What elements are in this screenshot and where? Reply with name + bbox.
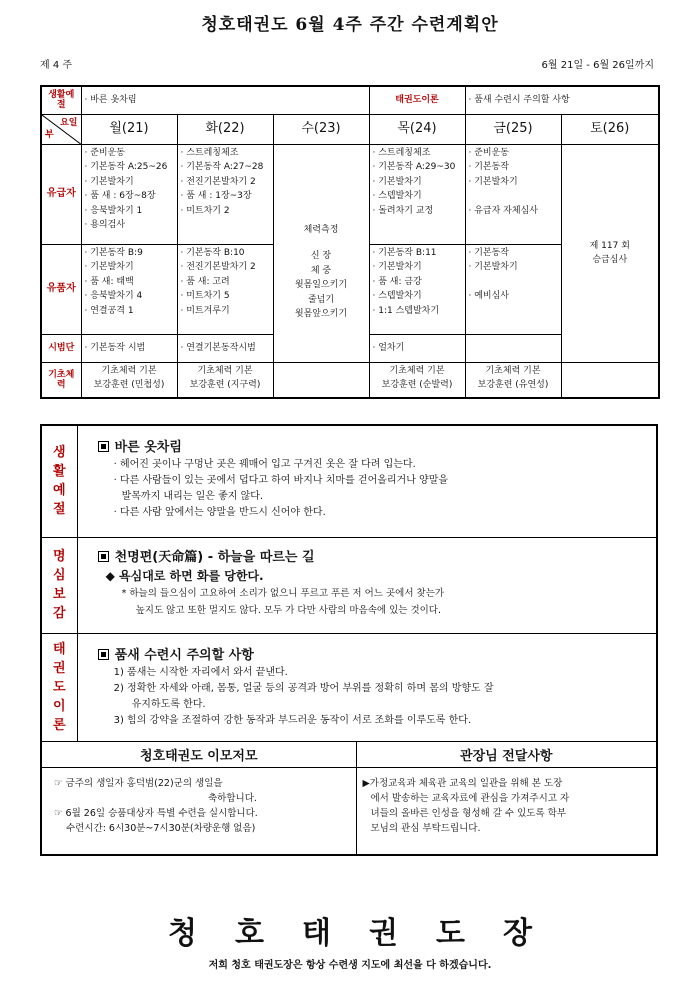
plan-item: 제 117 회 [589, 240, 630, 251]
section-label-etiquette: 생활예절 [41, 425, 77, 537]
plan-item: · 기본발차기 [84, 176, 134, 187]
checkbox-icon [98, 551, 109, 562]
plan-item: · 전진기본발차기 2 [180, 262, 256, 272]
plan-item: · 기본발차기 [84, 262, 134, 272]
notice-line: 에서 발송하는 교육자료에 관심을 가져주시고 자 [370, 792, 570, 804]
checkbox-icon [98, 441, 109, 452]
plan-item: · 품 새 : 1장~3장 [180, 191, 252, 201]
demo-thu [369, 334, 465, 362]
day-header: 월(21) [81, 114, 177, 144]
demo-mon [81, 334, 177, 362]
plan-item: 윗몸앞으키기 [294, 309, 348, 319]
plan-item: · 전진기본발차기 2 [180, 176, 256, 187]
week-number: 제 4 주 [40, 60, 73, 71]
news-line: 수련시간: 6시30분~7시30분(차량운행 없음) [66, 822, 256, 834]
plan-item: 보강훈련 (민첩성) [93, 380, 165, 390]
tkd-theory-item: 유지하도록 한다. [131, 698, 206, 710]
plan-item: 신 장 [310, 251, 332, 261]
dojang-name: 청호태권도장 [168, 916, 570, 951]
plan-item: · 기본동작 A:25~26 [84, 162, 168, 172]
tkd-theory-section [77, 633, 657, 741]
plan-item: · 기본동작 시범 [84, 342, 146, 353]
plan-item: · 기본동작 B:11 [372, 247, 437, 258]
row-label-demo-team: 시범단 [41, 334, 81, 362]
plan-item: 줄넘기 [307, 294, 335, 305]
dojang-news [41, 767, 356, 855]
plan-item: · 기본동작 A:27~28 [180, 162, 264, 172]
tkd-topic: · 품새 수련시 주의할 사항 [465, 86, 659, 114]
notice-line: 모님의 관심 부탁드립니다. [370, 822, 481, 834]
plan-item: · 연결기본동작시범 [180, 342, 256, 353]
plan-item [469, 189, 558, 204]
tkd-theory-item: 1) 품새는 시작한 자리에서 와서 끝낸다. [113, 666, 288, 678]
beginner-mon [81, 144, 177, 244]
etiquette-section [77, 425, 657, 537]
life-label: 생활예절 [41, 86, 81, 114]
tkd-theory-heading: 품새 수련시 주의할 사항 [98, 644, 650, 663]
plan-item: 윗몸일으키기 [294, 280, 348, 290]
news-line: ☞ 6월 26일 승품대상자 특별 수련을 실시합니다. [54, 807, 258, 819]
beginner-tue [177, 144, 273, 244]
etiquette-line: 발목까지 내리는 일은 좋지 않다. [121, 491, 264, 502]
plan-item: · 스텝발차기 [372, 191, 422, 201]
weekly-plan-table [40, 85, 660, 399]
myeongsimbogam-heading: 천명편(天命篇) - 하늘을 따르는 길 [98, 546, 650, 565]
plan-item: · 기본발차기 [468, 262, 518, 272]
info-table [40, 424, 658, 856]
fitness-wed-empty [273, 362, 369, 398]
beginner-fri [465, 144, 561, 244]
dojang-slogan: 저희 청호 태권도장은 항상 수련생 지도에 최선을 다 하겠습니다. [208, 960, 492, 971]
plan-item: · 스텝발차기 [372, 291, 422, 301]
plan-item: · 유급자 자체심사 [468, 205, 538, 216]
plan-item: · 품 새 : 6장~8장 [84, 191, 156, 201]
plan-item: 보강훈련 (순발력) [381, 380, 453, 390]
day-header: 금(25) [465, 114, 561, 144]
etiquette-heading: 바른 옷차림 [98, 436, 650, 455]
plan-item: · 돌려차기 교정 [372, 205, 434, 216]
plan-item: · 기본발차기 [372, 176, 422, 187]
notice-line: 녀들의 올바른 인성을 형성해 갈 수 있도록 학부 [370, 807, 567, 819]
plan-item: · 기본발차기 [468, 176, 518, 187]
plan-item: · 기본동작 B:10 [180, 247, 245, 258]
fitness-sat-empty [561, 362, 659, 398]
plan-item: · 기본발차기 [372, 262, 422, 272]
plan-item: · 미트겨루기 [180, 305, 230, 316]
section-label-tkd-theory: 태권도이론 [41, 633, 77, 741]
day-header: 수(23) [273, 114, 369, 144]
row-label-beginner: 유급자 [41, 144, 81, 244]
demo-fri [465, 334, 561, 362]
notice-line: ▶가정교육과 체육관 교육의 일관을 위해 본 도장 [362, 777, 563, 789]
day-header: 토(26) [561, 114, 659, 144]
plan-item: · 스트레칭체조 [372, 147, 431, 158]
plan-item: · 예비심사 [468, 291, 509, 301]
plan-item: 보강훈련 (지구력) [189, 380, 261, 390]
section-label-myeongsimbogam: 명심보감 [41, 537, 77, 633]
news-line: ☞ 금주의 생일자 홍덕범(22)군의 생일을 [54, 777, 223, 789]
myeongsimbogam-note: * 하늘의 들으심이 고요하여 소리가 없으니 푸르고 푸른 저 어느 곳에서 찾는가 [121, 587, 445, 599]
checkbox-icon [98, 649, 109, 660]
plan-item: · 기본동작 [468, 162, 509, 172]
day-header: 목(24) [369, 114, 465, 144]
plan-item: · 품 새: 태백 [84, 276, 134, 287]
plan-item: · 기본동작 [468, 247, 509, 258]
plan-item: · 연결공격 1 [84, 305, 134, 316]
plan-item: · 준비운동 [468, 147, 509, 158]
etiquette-line: · 다른 사람 앞에서는 양말을 반드시 신어야 한다. [113, 507, 326, 518]
plan-item: 기초체력 기본 [389, 365, 445, 376]
myeongsimbogam-note: 높지도 않고 또한 멀지도 않다. 모두 가 다만 사람의 마음속에 있는 것이다. [135, 604, 442, 616]
plan-item: 기초체력 기본 [197, 365, 253, 376]
plan-item: · 용의검사 [84, 220, 125, 230]
corner-cell [41, 114, 81, 144]
date-period: 6월 21일 - 6월 26일까지 [541, 60, 654, 71]
news-right-title: 관장님 전달사항 [356, 741, 657, 767]
plan-item: · 스트레칭체조 [180, 147, 239, 158]
tkd-theory-item: 2) 정확한 자세와 아래, 몸통, 얼굴 등의 공격과 방어 부위를 정확히 하며 몸의 방향도 잘 [113, 682, 494, 694]
etiquette-line: · 다른 사람들이 있는 곳에서 덥다고 하여 바지나 치마를 걷어올리거나 양말을 [113, 475, 449, 486]
document-title: 청호태권도 6월 4주 주간 수련계획안 [201, 15, 499, 35]
plan-item: 보강훈련 (유연성) [477, 380, 549, 390]
life-topic: · 바른 옷차림 [81, 86, 369, 114]
plan-item: · 응북발차기 1 [84, 205, 143, 216]
wed-test-list [277, 249, 366, 322]
plan-item: · 미트차기 5 [180, 291, 230, 301]
tkd-label: 태권도이론 [369, 86, 465, 114]
blackbelt-fri [465, 244, 561, 334]
myeongsimbogam-section [77, 537, 657, 633]
plan-item [469, 275, 558, 290]
news-line: 축하합니다. [208, 792, 257, 804]
fitness-mon [81, 362, 177, 398]
tkd-theory-item: 3) 힘의 강약을 조절하여 강한 동작과 부드러운 동작이 서로 조화를 이루도록 한다. [113, 714, 472, 726]
plan-item: · 응북발차기 4 [84, 291, 143, 301]
wednesday-cell [273, 144, 369, 362]
plan-item: · 미트차기 2 [180, 205, 230, 216]
corner-group-label: 부 [45, 130, 54, 140]
plan-item: · 1:1 스텝발차기 [372, 305, 440, 316]
plan-item: 체 중 [310, 265, 332, 276]
blackbelt-mon [81, 244, 177, 334]
fitness-tue [177, 362, 273, 398]
saturday-cell [561, 144, 659, 362]
row-label-black-belt: 유품자 [41, 244, 81, 334]
news-left-title: 청호태권도 이모저모 [41, 741, 356, 767]
etiquette-line: · 헤어진 곳이나 구멍난 곳은 꿰매어 입고 구겨진 옷은 잘 다려 입는다. [113, 459, 416, 470]
plan-item: 기초체력 기본 [101, 365, 157, 376]
myeongsimbogam-subheading: ◆ 욕심대로 하면 화를 당한다. [105, 568, 264, 583]
plan-item: · 얼차기 [372, 342, 405, 353]
master-notice [356, 767, 657, 855]
plan-item: · 품 새: 금강 [372, 276, 422, 287]
wed-fitness-test: 체력측정 [303, 224, 339, 235]
beginner-thu [369, 144, 465, 244]
plan-item: 기초체력 기본 [485, 365, 541, 376]
row-label-fitness: 기초체력 [41, 362, 81, 398]
plan-item: · 기본동작 A:29~30 [372, 162, 456, 172]
sat-promotion-test [565, 239, 656, 268]
fitness-fri [465, 362, 561, 398]
fitness-thu [369, 362, 465, 398]
demo-tue [177, 334, 273, 362]
plan-item: · 기본동작 B:9 [84, 247, 143, 258]
day-header: 화(22) [177, 114, 273, 144]
blackbelt-tue [177, 244, 273, 334]
plan-item: · 품 새: 고려 [180, 276, 230, 287]
plan-item: 승급심사 [592, 255, 628, 265]
corner-day-label: 요일 [60, 117, 78, 128]
plan-item: · 준비운동 [84, 147, 125, 158]
blackbelt-thu [369, 244, 465, 334]
